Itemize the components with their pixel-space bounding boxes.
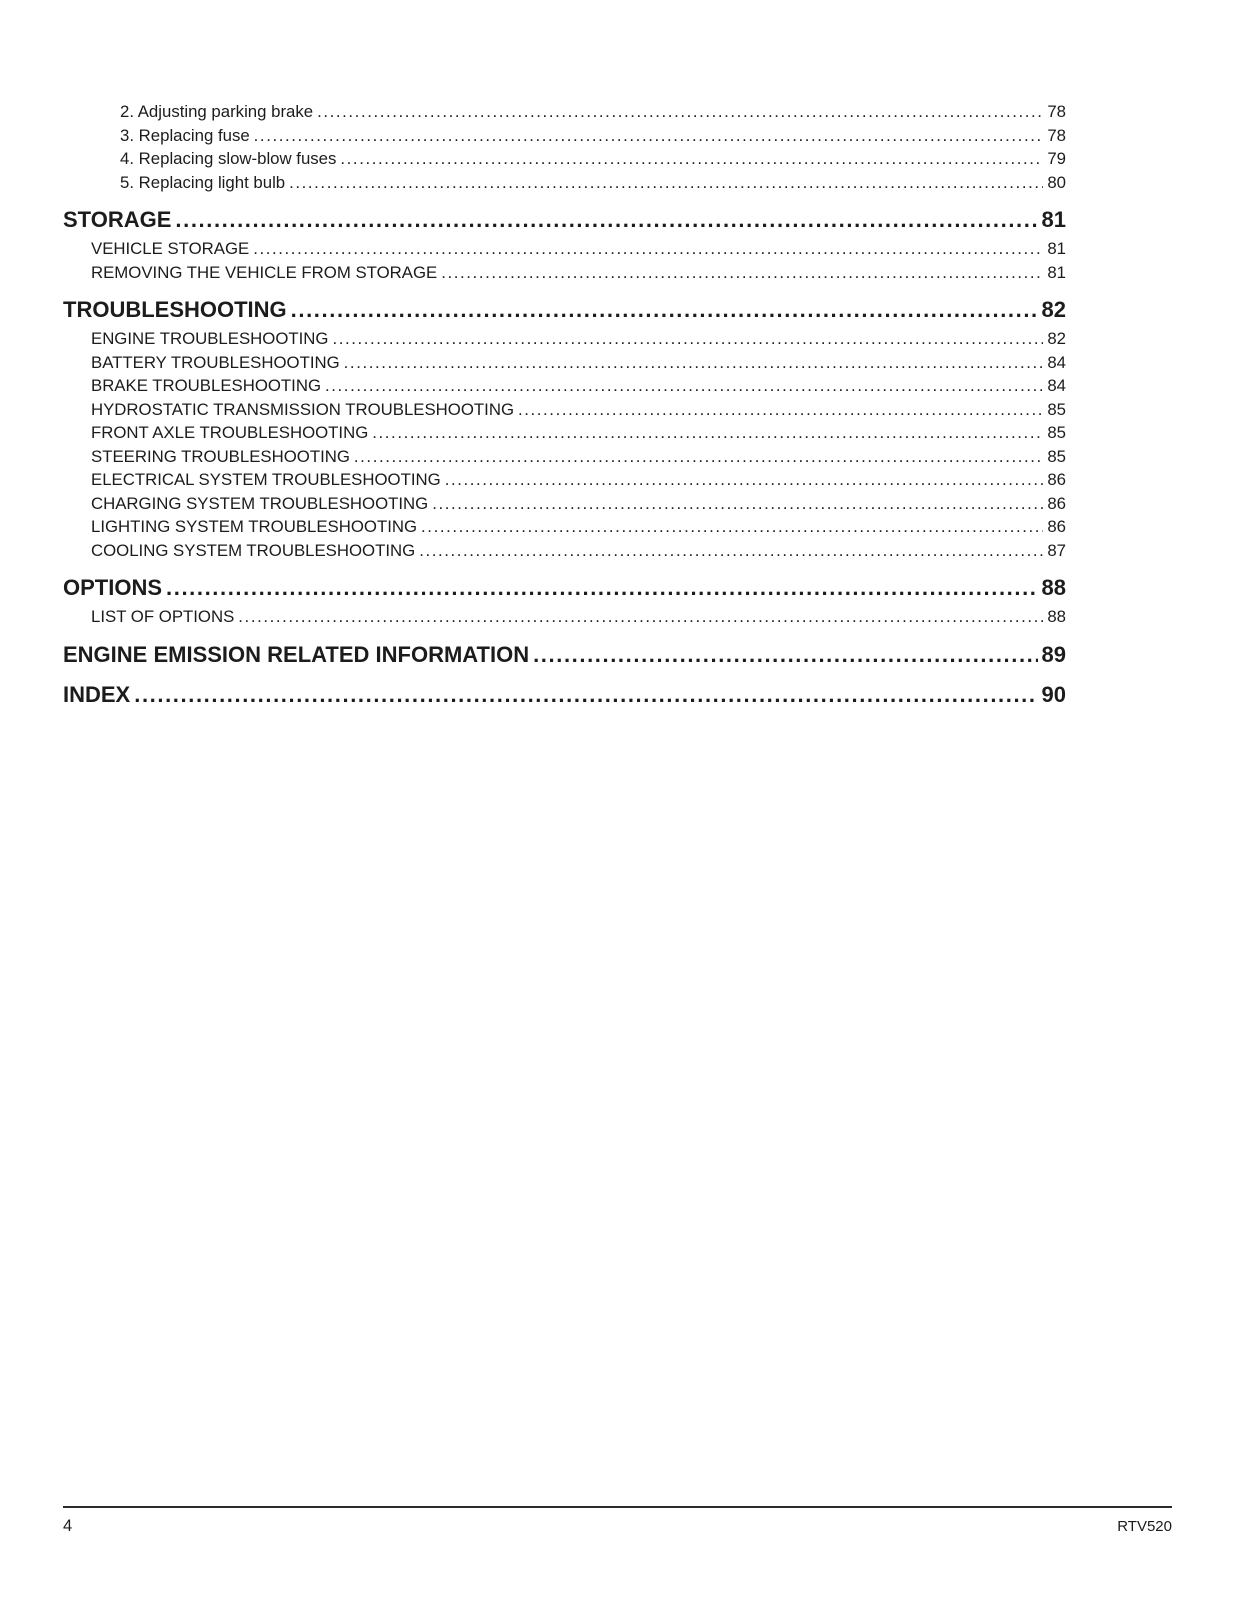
page-footer <box>63 1506 1172 1536</box>
toc-dot-leader <box>533 640 1037 669</box>
toc-entry-page: 85 <box>1047 399 1066 419</box>
toc-dot-leader <box>325 374 1043 398</box>
toc-dot-leader <box>175 205 1037 234</box>
toc-entry-label: ENGINE TROUBLESHOOTING <box>91 329 329 348</box>
toc-dot-leader <box>419 539 1043 563</box>
toc-entry-page: 86 <box>1047 493 1066 513</box>
toc-entry <box>63 605 1066 629</box>
toc-section-heading <box>63 680 1066 709</box>
toc-entry-label: TROUBLESHOOTING <box>63 297 287 322</box>
toc-dot-leader <box>432 492 1043 516</box>
toc-dot-leader <box>421 515 1043 539</box>
toc-dot-leader <box>518 398 1043 422</box>
toc-entry <box>63 124 1066 148</box>
toc-entry-page: 81 <box>1047 262 1066 282</box>
toc-dot-leader <box>344 351 1044 375</box>
toc-dot-leader <box>134 680 1037 709</box>
toc-entry-page: 87 <box>1047 540 1066 560</box>
toc-dot-leader <box>253 237 1043 261</box>
toc-dot-leader <box>354 445 1043 469</box>
toc-entry <box>63 327 1066 351</box>
toc-entry-label: COOLING SYSTEM TROUBLESHOOTING <box>91 540 416 560</box>
toc-entry <box>63 261 1066 285</box>
toc-entry-page: 89 <box>1041 641 1066 667</box>
toc-entry-label: OPTIONS <box>63 575 163 600</box>
toc-entry-page: 80 <box>1047 172 1066 192</box>
toc-section-heading <box>63 295 1066 324</box>
toc-entry-page: 82 <box>1047 329 1066 348</box>
toc-entry <box>63 351 1066 375</box>
toc-entry <box>63 398 1066 422</box>
toc-entry <box>63 515 1066 539</box>
toc-entry-page: 84 <box>1047 352 1066 372</box>
toc-entry <box>63 468 1066 492</box>
toc-dot-leader <box>340 147 1043 171</box>
toc-entry-page: 86 <box>1047 470 1066 489</box>
toc-entry-label: 2. Adjusting parking brake <box>120 102 314 121</box>
toc-entry-label: STEERING TROUBLESHOOTING <box>91 446 350 466</box>
toc-entry-page: 82 <box>1041 297 1066 322</box>
toc-entry-page: 85 <box>1047 423 1066 442</box>
toc-entry-page: 88 <box>1041 575 1066 600</box>
toc-entry-page: 81 <box>1041 207 1066 232</box>
toc-entry <box>63 445 1066 469</box>
toc-entry-label: FRONT AXLE TROUBLESHOOTING <box>91 423 369 442</box>
toc-dot-leader <box>445 468 1044 492</box>
page-number: 4 <box>63 1517 73 1535</box>
toc-entry-label: REMOVING THE VEHICLE FROM STORAGE <box>91 262 438 282</box>
toc-entry-label: LIST OF OPTIONS <box>91 607 235 626</box>
toc-entry <box>63 237 1066 261</box>
toc-entry-label: ENGINE EMISSION RELATED INFORMATION <box>63 641 530 667</box>
toc-section-heading <box>63 205 1066 234</box>
toc-entry-label: HYDROSTATIC TRANSMISSION TROUBLESHOOTING <box>91 399 514 419</box>
toc-entry <box>63 539 1066 563</box>
toc-entry-page: 86 <box>1047 517 1066 536</box>
toc-entry-label: BRAKE TROUBLESHOOTING <box>91 376 322 395</box>
toc-entry <box>63 421 1066 445</box>
toc-entry-label: ELECTRICAL SYSTEM TROUBLESHOOTING <box>91 470 441 489</box>
toc-dot-leader <box>332 327 1043 351</box>
toc-dot-leader <box>238 605 1043 629</box>
toc-entry-page: 90 <box>1041 681 1066 707</box>
toc-entry-label: 5. Replacing light bulb <box>120 172 286 192</box>
toc-entry-label: 4. Replacing slow-blow fuses <box>120 149 337 168</box>
toc-entry-page: 79 <box>1047 149 1066 168</box>
toc-entry <box>63 147 1066 171</box>
model-code: RTV520 <box>1117 1518 1172 1535</box>
toc-dot-leader <box>254 124 1044 148</box>
toc-entry-page: 81 <box>1047 239 1066 258</box>
toc-entry-label: STORAGE <box>63 207 172 232</box>
toc-entry-page: 85 <box>1047 446 1066 466</box>
toc-entry-label: 3. Replacing fuse <box>120 125 250 145</box>
toc-entry-label: INDEX <box>63 681 131 707</box>
toc-section-heading <box>63 573 1066 602</box>
toc-dot-leader <box>291 295 1038 324</box>
toc-entry <box>63 100 1066 124</box>
toc-entry-page: 78 <box>1047 125 1066 145</box>
toc-entry <box>63 171 1066 195</box>
toc-entry <box>63 492 1066 516</box>
toc-entry-page: 78 <box>1047 102 1066 121</box>
toc-entry-label: VEHICLE STORAGE <box>91 239 250 258</box>
toc-entry-label: LIGHTING SYSTEM TROUBLESHOOTING <box>91 517 418 536</box>
table-of-contents <box>63 100 1066 712</box>
toc-dot-leader <box>372 421 1043 445</box>
toc-entry-label: CHARGING SYSTEM TROUBLESHOOTING <box>91 493 429 513</box>
toc-dot-leader <box>441 261 1043 285</box>
toc-dot-leader <box>289 171 1043 195</box>
toc-entry-page: 88 <box>1047 607 1066 626</box>
toc-dot-leader <box>166 573 1038 602</box>
toc-entry <box>63 374 1066 398</box>
toc-entry-label: BATTERY TROUBLESHOOTING <box>91 352 340 372</box>
toc-section-heading <box>63 640 1066 669</box>
toc-dot-leader <box>317 100 1043 124</box>
toc-entry-page: 84 <box>1047 376 1066 395</box>
